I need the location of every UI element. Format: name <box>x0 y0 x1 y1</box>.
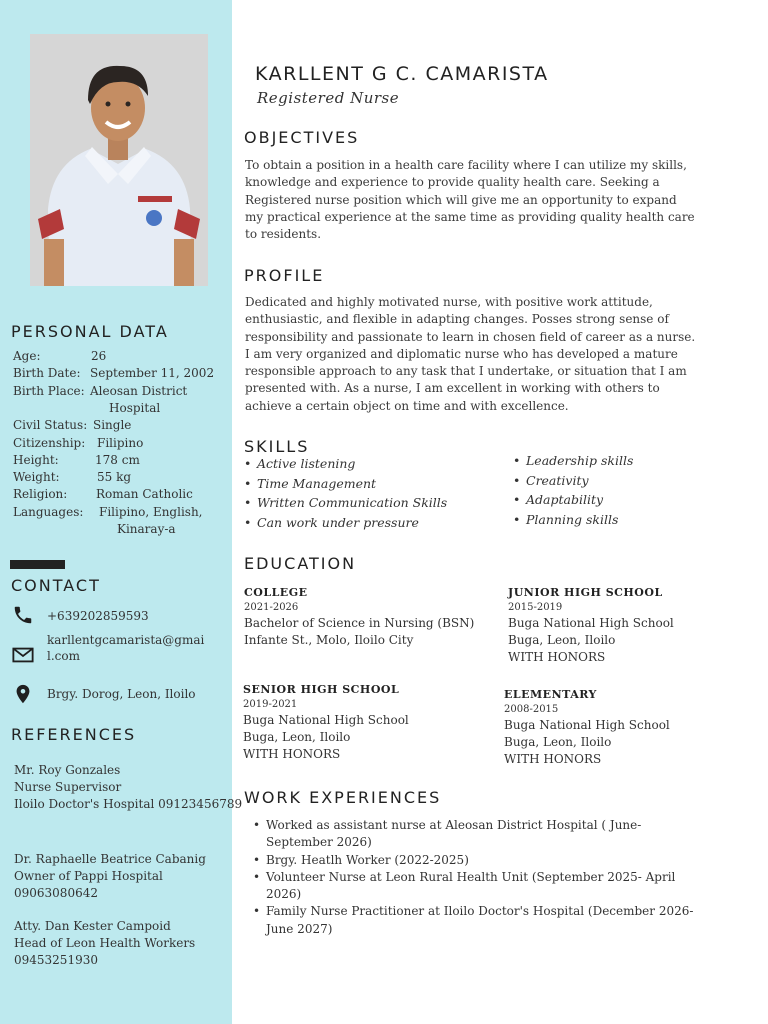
personal-data-label: Height: <box>13 452 59 467</box>
profile-line: presented with. As a nurse, I am excellent in working with others to <box>245 381 660 396</box>
skills-list-right <box>513 453 633 531</box>
education-line: WITH HONORS <box>508 650 606 664</box>
personal-data-label: Birth Date: <box>13 366 81 381</box>
personal-data-row <box>13 383 188 398</box>
education-line: Buga National High School <box>508 616 674 630</box>
reference-item <box>14 762 242 813</box>
reference-position: Head of Leon Health Workers <box>14 936 196 950</box>
personal-data-label: Religion: <box>13 487 68 502</box>
education-line: Buga, Leon, Iloilo <box>504 735 612 749</box>
personal-data-value: Single <box>93 418 132 433</box>
contact-email[interactable] <box>47 632 204 664</box>
contact-email-line-2: l.com <box>47 649 80 663</box>
education-years: 2008-2015 <box>504 704 559 715</box>
personal-data-label: Civil Status: <box>13 418 88 433</box>
education-title: COLLEGE <box>244 586 308 599</box>
education-line: Bachelor of Science in Nursing (BSN) <box>244 616 475 630</box>
education-senior-high <box>243 681 409 763</box>
work-item-line: June 2027) <box>266 921 333 936</box>
education-junior-high <box>508 584 674 666</box>
reference-position: Nurse Supervisor <box>14 780 122 794</box>
skills-list-left <box>244 456 447 534</box>
envelope-icon <box>12 644 34 666</box>
personal-data-row <box>13 470 132 485</box>
personal-data-row <box>13 349 107 363</box>
education-line: Buga, Leon, Iloilo <box>508 633 616 647</box>
profile-heading: PROFILE <box>244 266 325 285</box>
reference-position: Owner of Pappi Hospital <box>14 869 163 883</box>
education-years: 2021-2026 <box>244 602 299 613</box>
profile-line: responsibility and passionate to learn in chosen field of career as a nurse. <box>245 329 696 344</box>
reference-item <box>14 851 206 902</box>
reference-detail: 09063080642 <box>14 886 98 900</box>
reference-detail: 09453251930 <box>14 953 98 967</box>
profile-line: enthusiastic, and flexible in adapting changes. Posses strong sense of <box>245 312 669 327</box>
skill-item: • Adaptability <box>513 492 633 512</box>
education-line: Buga National High School <box>243 713 409 727</box>
education-line: WITH HONORS <box>504 752 602 766</box>
objectives-text <box>245 157 725 243</box>
profile-text <box>245 294 725 415</box>
work-item-line: • Family Nurse Practitioner at Iloilo Doctor's Hospital (December 2026- <box>266 904 694 919</box>
reference-name: Mr. Roy Gonzales <box>14 763 121 777</box>
candidate-role: Registered Nurse <box>257 89 400 107</box>
work-item <box>250 817 720 852</box>
work-experience-list <box>250 817 720 938</box>
education-years: 2015-2019 <box>508 602 563 613</box>
personal-data-heading: PERSONAL DATA <box>11 322 169 341</box>
contact-email-line-1: karllentgcamarista@gmai <box>47 633 205 647</box>
personal-data-value: 178 cm <box>95 452 140 467</box>
profile-line: I am very organized and diplomatic nurse who has developed a mature <box>245 346 678 361</box>
education-line: Buga National High School <box>504 718 670 732</box>
personal-data-row <box>13 452 140 467</box>
personal-data-label: Citizenship: <box>13 435 86 450</box>
work-item <box>250 869 720 904</box>
skill-item: • Written Communication Skills <box>244 495 447 515</box>
personal-data-label: Weight: <box>13 470 60 485</box>
personal-data-value: Roman Catholic <box>96 487 193 502</box>
personal-data-row <box>13 504 203 519</box>
reference-name: Dr. Raphaelle Beatrice Cabanig <box>14 852 206 866</box>
work-item-line: September 2026) <box>266 835 372 850</box>
personal-data-value: Filipino <box>97 435 144 450</box>
profile-line: achieve a certain object on time and with excellence. <box>245 398 569 413</box>
objectives-line: to residents. <box>245 227 322 242</box>
phone-icon <box>12 604 34 626</box>
work-item <box>250 852 720 869</box>
education-line: WITH HONORS <box>243 747 341 761</box>
objectives-heading: OBJECTIVES <box>244 128 360 147</box>
skill-item: • Planning skills <box>513 512 633 532</box>
reference-item <box>14 918 195 969</box>
education-college <box>244 584 474 649</box>
skill-item: • Time Management <box>244 476 447 496</box>
personal-data-row <box>13 418 132 433</box>
reference-name: Atty. Dan Kester Campoid <box>14 919 171 933</box>
personal-data-value: September 11, 2002 <box>90 366 215 381</box>
reference-detail: Iloilo Doctor's Hospital 09123456789 <box>14 797 243 811</box>
profile-photo <box>30 34 208 286</box>
education-line: Infante St., Molo, Iloilo City <box>244 633 414 647</box>
personal-data-value: Kinaray-a <box>117 522 176 536</box>
education-title: JUNIOR HIGH SCHOOL <box>508 586 663 599</box>
contact-address: Brgy. Dorog, Leon, Iloilo <box>47 687 196 701</box>
objectives-line: Registered nurse position which will give me an opportunity to expand <box>245 192 677 207</box>
section-divider-bar <box>10 560 65 569</box>
work-item-line: • Volunteer Nurse at Leon Rural Health Unit (September 2025- April <box>266 869 676 884</box>
personal-data-value: 26 <box>91 349 107 363</box>
personal-data-label: Languages: <box>13 504 84 519</box>
work-item <box>250 903 720 938</box>
education-years: 2019-2021 <box>243 699 298 710</box>
profile-line: responsible approach to any task that I undertake, or situation that I am <box>245 364 687 379</box>
objectives-line: knowledge and experience to provide quality health care. Seeking a <box>245 175 660 190</box>
education-title: SENIOR HIGH SCHOOL <box>243 683 400 696</box>
personal-data-row <box>13 487 193 502</box>
education-title: ELEMENTARY <box>504 688 597 701</box>
work-item-line: • Worked as assistant nurse at Aleosan District Hospital ( June- <box>266 818 642 832</box>
personal-data-value: Filipino, English, <box>99 504 203 519</box>
personal-data-label: Age: <box>13 349 41 363</box>
education-heading: EDUCATION <box>244 554 357 573</box>
personal-data-value: Aleosan District <box>90 383 188 398</box>
map-pin-icon <box>12 683 34 705</box>
skills-heading: SKILLS <box>244 437 310 456</box>
personal-data-row <box>13 366 215 381</box>
objectives-line: my practical experience at the same time as providing quality health care <box>245 209 695 224</box>
education-elementary <box>504 686 670 768</box>
person-photo-illustration <box>30 34 208 286</box>
contact-phone[interactable]: +639202859593 <box>47 609 149 623</box>
objectives-line: To obtain a position in a health care facility where I can utilize my skills, <box>245 158 687 172</box>
personal-data-label: Birth Place: <box>13 383 85 398</box>
skill-item: • Creativity <box>513 473 633 493</box>
skill-item: • Active listening <box>244 456 447 476</box>
profile-line: Dedicated and highly motivated nurse, with positive work attitude, <box>245 295 653 309</box>
work-heading: WORK EXPERIENCES <box>244 788 442 807</box>
personal-data-row <box>13 435 144 450</box>
contact-heading: CONTACT <box>11 576 101 595</box>
education-line: Buga, Leon, Iloilo <box>243 730 351 744</box>
candidate-name: KARLLENT G C. CAMARISTA <box>255 63 549 85</box>
personal-data-value: Hospital <box>109 400 161 415</box>
skill-item: • Leadership skills <box>513 453 633 473</box>
work-item-line: • Brgy. Heatlh Worker (2022-2025) <box>266 852 469 867</box>
references-heading: REFERENCES <box>11 725 137 744</box>
sidebar <box>0 0 243 1024</box>
personal-data-value: 55 kg <box>97 470 132 485</box>
work-item-line: 2026) <box>266 887 302 902</box>
skill-item: • Can work under pressure <box>244 515 447 535</box>
